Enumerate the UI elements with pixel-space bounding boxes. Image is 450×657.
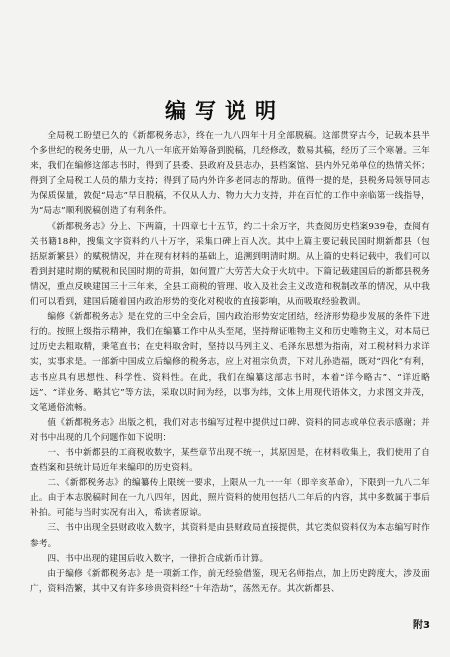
page-title: 编写说明 [165, 98, 285, 123]
document-body [30, 129, 430, 597]
paragraph: 三、书中出现全县财政收入数字，其资料是由县财政局直接提供，其它类似资料仅为本志编写时作参考。 [30, 523, 430, 549]
paragraph: 二、《新都税务志》的编纂传上限统一要求，上限从一九一一年（即辛亥革命），下限到一九八二年止。由于本志脱稿时间在一九八四年，因此，照片资料的使用包括八二年后的内容，其中多数属于事后补拍。可能与当时实况有出入，希读者原谅。 [30, 478, 430, 519]
paragraph: 全局税工盼望已久的《新都税务志》，终在一九八四年十月全部脱稿。这部贯穿古今，记载本县半个多世纪的税务史册，从一九八一年底开始筹备到脱稿，几经修改，数易其稿，经历了三个寒暑。三年来，我们在编修这部志书时，得到了县委、县政府及县志办，县档案馆、县内外兄弟单位的热情关怀；得到了全局税工人员的鼎力支持；得到了局内外许多老同志的帮助。值得一提的是，县税务局领导同志为保质保量，敦促“局志”早日脱稿，不仅从人力、物力大力支持，并在百忙的工作中亲临第一线指导，为“局志”顺利脱稿创造了有利条件。 [30, 131, 430, 217]
paragraph: 值《新都税务志》出版之机，我们对志书编写过程中提供过口碑、资料的同志或单位表示感谢；并对书中出现的几个问题作如下说明： [30, 417, 430, 443]
paragraph: 四、书中出现的建国后收入数字，一律折合成新币计算。 [47, 553, 269, 564]
paragraph: 《新都税务志》分上、下两篇，十四章七十五节，约二十余万字，共查阅历史档案939卷，查阅有关书籍18种，搜集文字资料约八十万字，采集口碑上百人次。其中上篇主要记载民国时期新都县（包括原新繁县）的赋税情况，并在现有材料的基础上，追溯到明清时期。从上篇的史料记载中，我们可以看到封建时期的赋税和民国时期的苛捐，如何置广大劳苦大众于火坑中。下篇记载建国后的新都县税务情况，重点反映建国三十三年来，全县工商税的管理、收入及社会主义改造和税制改革的情况，从中我们可以看到，建国后随着国内政治形势的变化对税收的直接影响，从而吸取经验教训。 [30, 221, 430, 308]
paragraph: 编修《新都税务志》是在党的三中全会后，国内政治形势安定团结，经济形势稳步发展的条件下进行的。按照上级指示精神，我们在编纂工作中从头至尾，坚持辩证唯物主义和历史唯物主义，对本局已过历史去粗取精，秉笔直书；在史料取舍时，坚持以马列主义、毛泽东思想为指南，对工税材料力求详实，实事求是。一部新中国成立后编修的税务志，应上对祖宗负责，下对儿孙造福，既对“四化”有利，志书应具有思想性、科学性、资料性。在此，我们在编纂这部志书时，本着“详今略古”、“详近略远”、“详业务、略其它”等方法，采取以时间为经，以事为纬，文体上用现代语体文，力求图文并茂，文笔通俗流畅。 [30, 312, 430, 413]
paragraph: 由于编修《新都税务志》是一项新工作，前无经验借鉴，现无名师指点，加上历史跨度大，涉及面广，资料浩繁，其中又有许多珍贵资料经“十年浩劫”，荡然无存。其次新都县、 [30, 568, 430, 594]
page-number: 附3 [413, 620, 430, 631]
paragraph: 一、书中新都县的工商税收数字，某些章节出现不统一，其原因是，在材料收集上，我们使用了自查档案和县统计局近年来编印的历史资料。 [30, 447, 430, 474]
